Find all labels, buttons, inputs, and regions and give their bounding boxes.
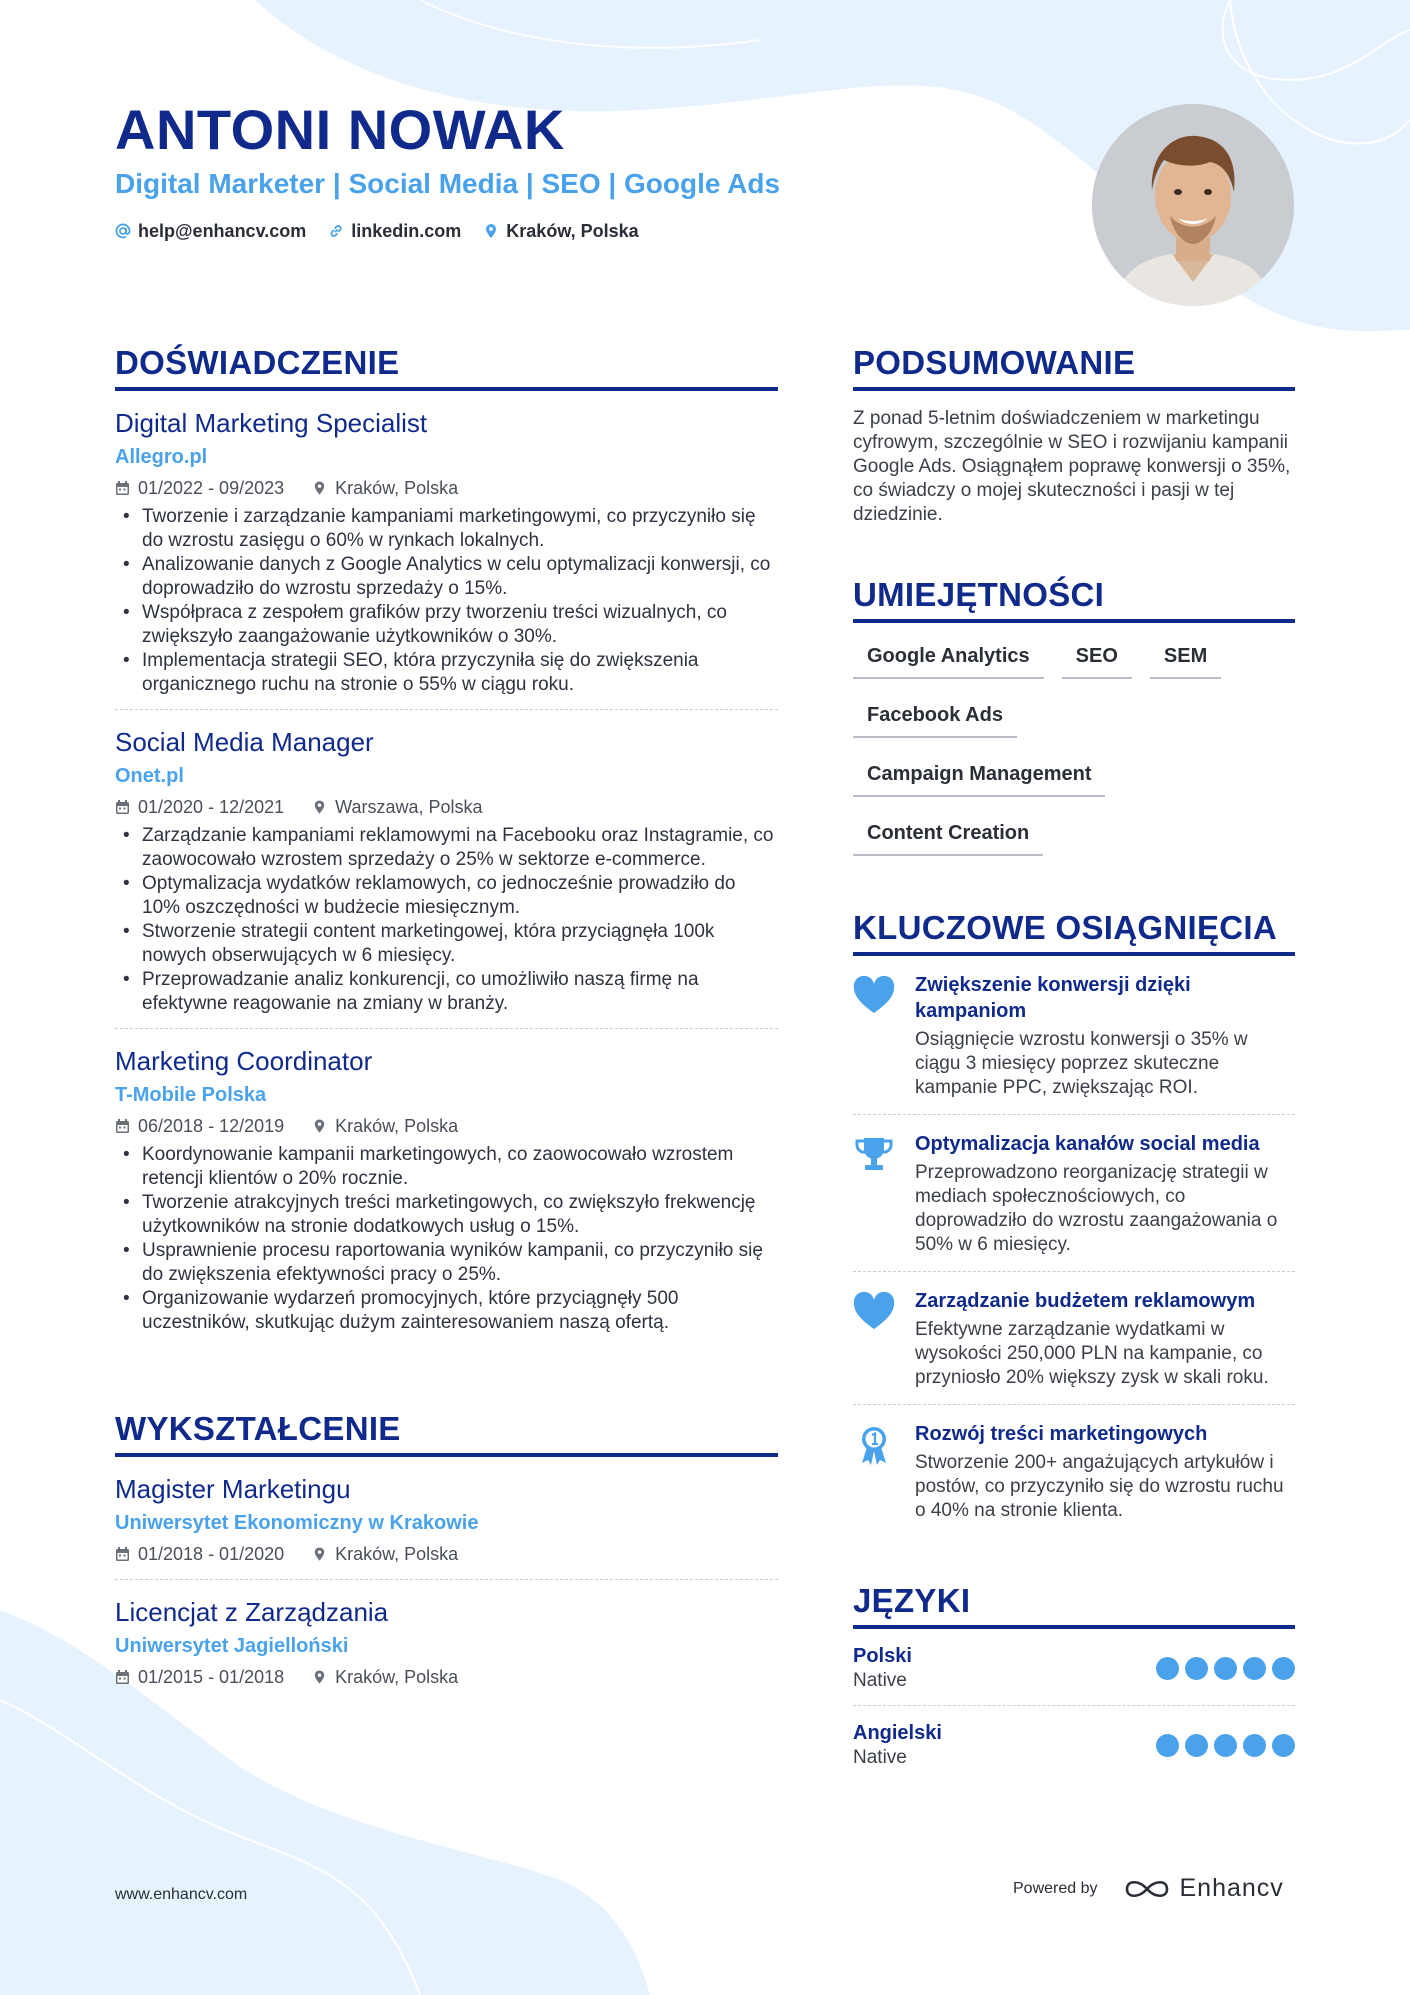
calendar-icon <box>115 480 130 496</box>
job-bullets <box>115 1143 778 1335</box>
language-rating <box>1156 1734 1295 1757</box>
location-pin-icon <box>312 799 327 815</box>
bullet-item: • Analizowanie danych z Google Analytics w celu optymalizacji konwersji, co doprowadziło do wzrostu sprzedaży o 15%. <box>115 553 778 601</box>
achievement-content <box>915 1421 1295 1523</box>
degree-title: Licencjat z Zarządzania <box>115 1597 389 1627</box>
section-divider <box>853 387 1295 391</box>
job-location <box>312 475 458 501</box>
achievement-title: Optymalizacja kanałów social media <box>915 1133 1260 1155</box>
powered-by-label: Powered by <box>1013 1879 1098 1897</box>
footer-website[interactable]: www.enhancv.com <box>115 1886 248 1903</box>
job-company: T-Mobile Polska <box>115 1084 267 1106</box>
heart-icon <box>853 976 895 1016</box>
achievement-item <box>853 1114 1295 1271</box>
rating-dot <box>1272 1657 1295 1680</box>
location-pin-icon <box>312 480 327 496</box>
calendar-icon <box>115 1669 130 1685</box>
enhancv-logo-icon <box>1124 1876 1170 1902</box>
degree-title: Magister Marketingu <box>115 1474 351 1504</box>
language-name: Polski <box>853 1645 912 1667</box>
location-pin-icon <box>483 223 499 239</box>
job-title: Social Media Manager <box>115 727 374 757</box>
job-bullets <box>115 505 778 697</box>
skills-heading: UMIEJĘTNOŚCI <box>853 576 1105 613</box>
brand-logo[interactable] <box>1124 1874 1284 1903</box>
rating-dot <box>1243 1734 1266 1757</box>
school-name: Uniwersytet Jagielloński <box>115 1635 349 1657</box>
location-pin-icon <box>312 1546 327 1562</box>
job-location <box>312 794 482 820</box>
skill-row <box>853 700 1295 738</box>
calendar-icon <box>115 1546 130 1562</box>
job-entry <box>115 391 778 709</box>
at-sign-icon <box>115 223 131 239</box>
skills-section <box>853 575 1295 856</box>
skill-row <box>853 641 1295 679</box>
achievement-content <box>915 1288 1295 1390</box>
job-bullets <box>115 824 778 1016</box>
rating-dot <box>1185 1657 1208 1680</box>
experience-section <box>115 343 778 1347</box>
job-meta <box>115 475 778 501</box>
candidate-headline: Digital Marketer | Social Media | SEO | Google Ads <box>115 168 781 199</box>
languages-section <box>853 1581 1295 1782</box>
achievement-item <box>853 1404 1295 1537</box>
job-company: Onet.pl <box>115 765 184 787</box>
achievement-icon-wrap <box>853 1288 895 1390</box>
achievement-title: Zwiększenie konwersji dzięki kampaniom <box>915 974 1191 1022</box>
language-item <box>853 1705 1295 1782</box>
education-meta <box>115 1541 778 1567</box>
calendar-icon <box>115 1118 130 1134</box>
achievement-icon-wrap <box>853 1421 895 1523</box>
job-title: Marketing Coordinator <box>115 1046 373 1076</box>
bullet-item: • Usprawnienie procesu raportowania wyników kampanii, co przyczyniło się do zwiększenia efektywności pracy o 25%. <box>115 1239 778 1287</box>
achievement-item <box>853 956 1295 1114</box>
skill-tag: Facebook Ads <box>853 700 1017 738</box>
left-column <box>115 343 778 1702</box>
contact-bar <box>115 218 639 244</box>
achievement-icon-wrap <box>853 972 895 1100</box>
skill-tag: Content Creation <box>853 818 1043 856</box>
job-dates-text: 06/2018 - 12/2019 <box>138 1116 285 1136</box>
job-dates-text: 01/2022 - 09/2023 <box>138 478 285 498</box>
achievement-title: Rozwój treści marketingowych <box>915 1423 1208 1445</box>
rating-dot <box>1156 1657 1179 1680</box>
language-rating <box>1156 1657 1295 1680</box>
achievement-item <box>853 1271 1295 1404</box>
contact-location <box>483 218 638 244</box>
achievement-desc: Przeprowadzono reorganizację strategii w mediach społecznościowych, co doprowadziło do wzrostu zaangażowania o 50% w 6 miesięcy. <box>915 1162 1278 1255</box>
achievements-heading: KLUCZOWE OSIĄGNIĘCIA <box>853 909 1277 946</box>
bullet-item: • Tworzenie atrakcyjnych treści marketingowych, co zwiększyło frekwencję użytkowników na stronie dodatkowych usług o 15%. <box>115 1191 778 1239</box>
job-location <box>312 1113 458 1139</box>
trophy-icon <box>853 1135 895 1175</box>
education-location <box>312 1664 458 1690</box>
job-location-text: Kraków, Polska <box>335 478 459 498</box>
language-info <box>853 1643 912 1693</box>
education-meta <box>115 1664 778 1690</box>
job-title: Digital Marketing Specialist <box>115 408 428 438</box>
achievement-desc: Efektywne zarządzanie wydatkami w wysokości 250,000 PLN na kampanie, co przyniosło 20% większy zysk w skali roku. <box>915 1319 1269 1388</box>
profile-photo <box>1092 104 1294 306</box>
job-dates <box>115 794 284 820</box>
education-dates-text: 01/2015 - 01/2018 <box>138 1667 285 1687</box>
experience-heading: DOŚWIADCZENIE <box>115 344 400 381</box>
section-divider <box>853 619 1295 623</box>
education-dates-text: 01/2018 - 01/2020 <box>138 1544 285 1564</box>
link-icon <box>328 223 344 239</box>
rating-dot <box>1185 1734 1208 1757</box>
summary-heading: PODSUMOWANIE <box>853 344 1136 381</box>
achievement-content <box>915 1131 1295 1257</box>
bullet-item: • Przeprowadzanie analiz konkurencji, co umożliwiło naszą firmę na efektywne reagowanie na zmiany w branży. <box>115 968 778 1016</box>
bullet-item: • Zarządzanie kampaniami reklamowymi na Facebooku oraz Instagramie, co zaowocowało wzrostem sprzedaży o 25% w sektorze e-commerce. <box>115 824 778 872</box>
location-pin-icon <box>312 1669 327 1685</box>
location-pin-icon <box>312 1118 327 1134</box>
avatar <box>1092 104 1294 306</box>
award-badge-icon <box>853 1425 895 1465</box>
job-company: Allegro.pl <box>115 446 208 468</box>
brand-name: Enhancv <box>1179 1874 1284 1902</box>
achievement-title: Zarządzanie budżetem reklamowym <box>915 1290 1256 1312</box>
candidate-name: ANTONI NOWAK <box>115 98 565 161</box>
right-column <box>853 343 1295 1782</box>
education-entry <box>115 1579 778 1702</box>
education-entry <box>115 1457 778 1579</box>
job-location-text: Warszawa, Polska <box>335 797 483 817</box>
education-heading: WYKSZTAŁCENIE <box>115 1410 401 1447</box>
bullet-item: • Organizowanie wydarzeń promocyjnych, które przyciągnęły 500 uczestników, skutkując dużym zainteresowaniem naszą ofertą. <box>115 1287 778 1335</box>
job-location-text: Kraków, Polska <box>335 1116 459 1136</box>
skill-row <box>853 759 1295 797</box>
job-meta <box>115 794 778 820</box>
contact-location-text: Kraków, Polska <box>506 221 639 241</box>
bullet-item: • Optymalizacja wydatków reklamowych, co jednocześnie prowadziło do 10% oszczędności w budżecie miesięcznym. <box>115 872 778 920</box>
achievement-content <box>915 972 1295 1100</box>
language-level: Native <box>853 1670 907 1691</box>
contact-email[interactable] <box>115 218 306 244</box>
bullet-item: • Stworzenie strategii content marketingowej, która przyciągnęła 100k nowych obserwujących w 6 miesięcy. <box>115 920 778 968</box>
summary-text: Z ponad 5-letnim doświadczeniem w marketingu cyfrowym, szczególnie w SEO i rozwijaniu kampanii Google Ads. Osiągnąłem poprawę konwersji o 35%, co świadczy o mojej skuteczności i pasji w tej dziedzinie. <box>853 408 1291 525</box>
education-location-text: Kraków, Polska <box>335 1544 459 1564</box>
language-level: Native <box>853 1747 907 1768</box>
language-name: Angielski <box>853 1722 942 1744</box>
bullet-item: • Koordynowanie kampanii marketingowych, co zaowocowało wzrostem retencji klientów o 20% rocznie. <box>115 1143 778 1191</box>
bullet-item: • Tworzenie i zarządzanie kampaniami marketingowymi, co przyczyniło się do wzrostu zasięgu o 60% w rynkach lokalnych. <box>115 505 778 553</box>
skill-row <box>853 818 1295 856</box>
heart-icon <box>853 1292 895 1332</box>
education-dates <box>115 1664 284 1690</box>
rating-dot <box>1272 1734 1295 1757</box>
job-meta <box>115 1113 778 1139</box>
job-dates <box>115 1113 284 1139</box>
summary-section <box>853 343 1295 527</box>
skills-list <box>853 641 1295 856</box>
languages-heading: JĘZYKI <box>853 1582 971 1619</box>
rating-dot <box>1243 1657 1266 1680</box>
job-dates <box>115 475 284 501</box>
school-name: Uniwersytet Ekonomiczny w Krakowie <box>115 1512 479 1534</box>
rating-dot <box>1214 1734 1237 1757</box>
achievement-icon-wrap <box>853 1131 895 1257</box>
achievements-section <box>853 908 1295 1537</box>
achievement-desc: Osiągnięcie wzrostu konwersji o 35% w ciągu 3 miesięcy poprzez skuteczne kampanie PPC, zwiększając ROI. <box>915 1029 1248 1098</box>
achievement-desc: Stworzenie 200+ angażujących artykułów i postów, co przyczyniło się do wzrostu ruchu o 40% na stronie klienta. <box>915 1452 1284 1521</box>
contact-linkedin-text: linkedin.com <box>351 221 462 241</box>
footer-branding <box>1013 1874 1284 1903</box>
skill-tag: SEM <box>1150 641 1221 679</box>
job-dates-text: 01/2020 - 12/2021 <box>138 797 285 817</box>
language-info <box>853 1720 942 1770</box>
language-item <box>853 1629 1295 1705</box>
rating-dot <box>1214 1657 1237 1680</box>
contact-linkedin[interactable] <box>328 218 461 244</box>
education-location <box>312 1541 458 1567</box>
skill-tag: SEO <box>1062 641 1132 679</box>
contact-email-text: help@enhancv.com <box>138 221 307 241</box>
bullet-item: • Współpraca z zespołem grafików przy tworzeniu treści wizualnych, co zwiększyło zaangażowanie użytkowników o 30%. <box>115 601 778 649</box>
rating-dot <box>1156 1734 1179 1757</box>
skill-tag: Google Analytics <box>853 641 1044 679</box>
skill-tag: Campaign Management <box>853 759 1105 797</box>
education-dates <box>115 1541 284 1567</box>
education-section <box>115 1409 778 1702</box>
job-entry <box>115 1028 778 1347</box>
bullet-item: • Implementacja strategii SEO, która przyczyniła się do zwiększenia organicznego ruchu na stronie o 55% w ciągu roku. <box>115 649 778 697</box>
calendar-icon <box>115 799 130 815</box>
job-entry <box>115 709 778 1028</box>
education-location-text: Kraków, Polska <box>335 1667 459 1687</box>
